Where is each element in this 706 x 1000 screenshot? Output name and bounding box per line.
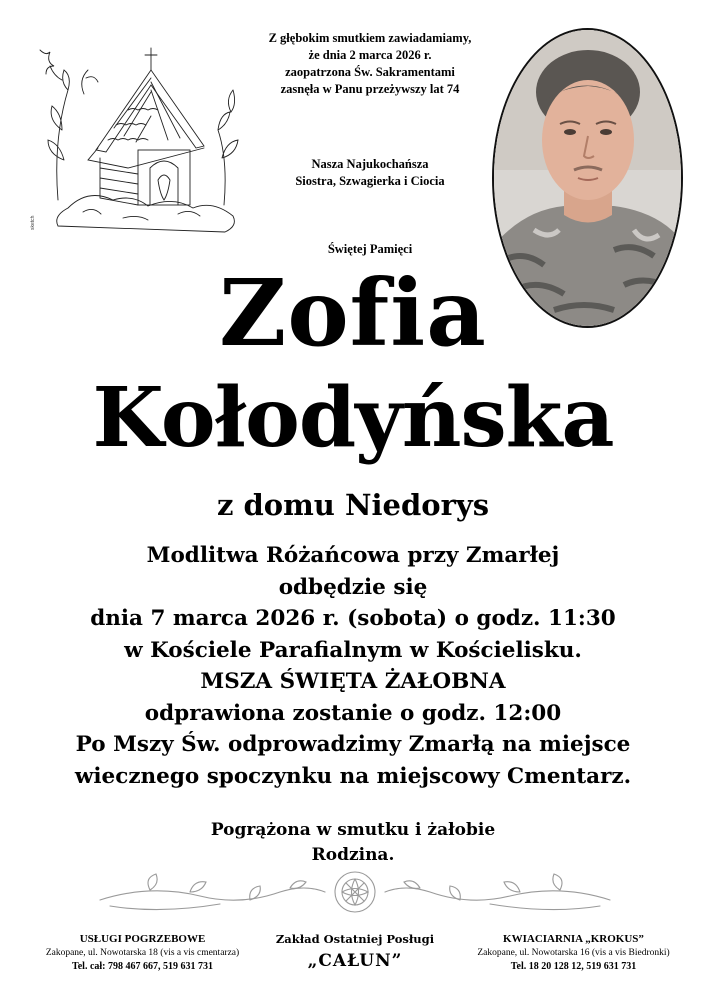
announcement-line: dnia 7 marca 2026 r. (sobota) o godz. 11:30 xyxy=(90,606,616,631)
firm-address: Zakopane, ul. Nowotarska 16 (vis a vis Biedronki) xyxy=(477,948,670,958)
deceased-last-name: Kołodyńska xyxy=(92,370,614,466)
relation-line: Nasza Najukochańsza xyxy=(311,157,429,171)
announcement-line: Modlitwa Różańcowa przy Zmarłej xyxy=(146,543,560,568)
firm-phone: Tel. cał: 798 467 667, 519 631 731 xyxy=(71,961,213,972)
firm-name: KWIACIARNIA „KROKUS” xyxy=(503,933,644,945)
funeral-services-info xyxy=(35,932,250,974)
announcement-line: MSZA ŚWIĘTA ŻAŁOBNA xyxy=(200,669,506,694)
firm-name: USŁUGI POGRZEBOWE xyxy=(79,933,206,945)
firm-name: Zakład Ostatniej Posługi xyxy=(275,932,435,946)
floral-ornament xyxy=(90,866,620,918)
intro-line: że dnia 2 marca 2026 r. xyxy=(308,48,432,62)
florist-info xyxy=(466,932,681,974)
announcement-line: odprawiona zostanie o godz. 12:00 xyxy=(144,700,562,726)
intro-line: Z głębokim smutkiem zawiadamiamy, xyxy=(268,31,472,45)
relation-text xyxy=(250,156,490,190)
announcement-line: w Kościele Parafialnym w Kościelisku. xyxy=(124,637,582,663)
announcement-line: odbędzie się xyxy=(278,574,428,600)
announcement-line: wiecznego spoczynku na miejscowy Cmentarz. xyxy=(74,763,632,789)
intro-line: zaopatrzona Św. Sakramentami xyxy=(285,65,455,79)
firm-brand: „CAŁUN” xyxy=(307,951,403,971)
intro-text xyxy=(250,30,490,98)
memory-label: Świętej Pamięci xyxy=(327,242,413,256)
mourners-line: Pogrążona w smutku i żałobie xyxy=(210,820,496,840)
relation-line: Siostra, Szwagierka i Ciocia xyxy=(295,174,445,188)
firm-address: Zakopane, ul. Nowotarska 18 (vis a vis cmentarza) xyxy=(45,948,240,958)
intro-line: zasnęła w Panu przeżywszy lat 74 xyxy=(280,82,460,96)
chapel-sketch-illustration xyxy=(28,30,253,235)
maiden-name: z domu Niedorys xyxy=(216,488,490,522)
mourners-line: Rodzina. xyxy=(311,845,395,865)
mourners-text xyxy=(0,818,706,868)
funeral-announcement xyxy=(0,540,706,792)
deceased-first-name: Zofia xyxy=(219,259,487,367)
svg-text:sketch: sketch xyxy=(30,215,36,230)
funeral-home-info xyxy=(270,932,440,976)
announcement-line: Po Mszy Św. odprowadzimy Zmarłą na miejsce xyxy=(75,732,631,757)
firm-phone: Tel. 18 20 128 12, 519 631 731 xyxy=(510,961,637,972)
